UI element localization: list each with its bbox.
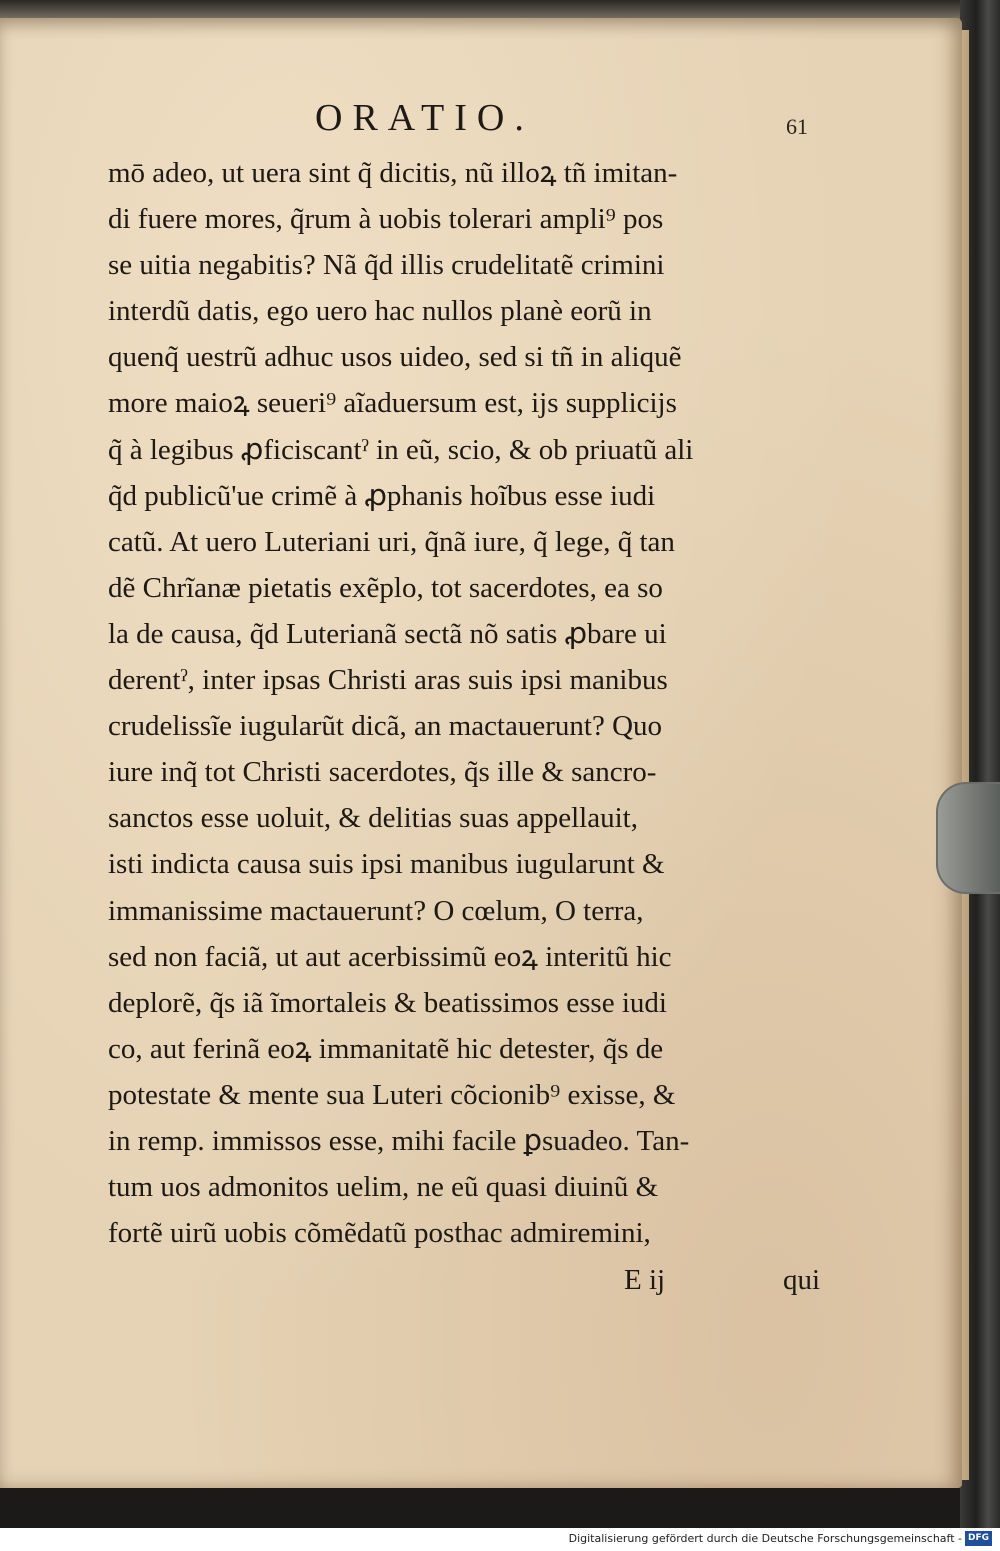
text-line: se uitia negabitis? Nã q̃d illis crudelitatẽ crimini — [108, 249, 665, 282]
text-line: in remp. immissos esse, mihi facile ꝑsuadeo. Tan- — [108, 1124, 690, 1157]
text-block — [108, 150, 828, 1256]
text-line: more maioꝝ seueri⁹ aĩaduersum est, ijs supplicijs — [108, 387, 677, 420]
text-line: potestate & mente sua Luteri cõcionib⁹ exisse, & — [108, 1078, 676, 1111]
page-clip — [936, 782, 1000, 894]
text-line: isti indicta causa suis ipsi manibus iugularunt & — [108, 848, 665, 881]
footer-bar — [0, 1528, 1000, 1551]
signature-mark: E ij — [624, 1264, 666, 1296]
text-line: mō adeo, ut uera sint q̃ dicitis, nũ illoꝝ tñ imitan- — [108, 157, 678, 189]
text-line: co, aut ferinã eoꝝ immanitatẽ hic detester, q̃s de — [108, 1032, 664, 1065]
text-line: sanctos esse uoluit, & delitias suas appellauit, — [108, 802, 638, 835]
text-line: q̃d publicũ'ue crimẽ à ꝓphanis hoĩbus esse iudi — [108, 479, 656, 512]
text-line: q̃ à legibus ꝓficiscantˀ in eũ, scio, & ob priuatũ ali — [108, 433, 694, 466]
folio-number: 61 — [786, 114, 808, 139]
text-line: deplorẽ, q̃s iã ĩmortaleis & beatissimos esse iudi — [108, 986, 667, 1019]
text-line: interdũ datis, ego uero hac nullos planè eorũ in — [108, 295, 652, 328]
text-line: catũ. At uero Luteriani uri, q̃nã iure, q̃ lege, q̃ tan — [108, 525, 675, 558]
catchword: qui — [782, 1264, 820, 1296]
text-line: iure inq̃ tot Christi sacerdotes, q̃s ille & sancro- — [108, 756, 657, 789]
text-line: immanissime mactauerunt? O cœlum, O terra, — [108, 894, 644, 927]
text-line: derentˀ, inter ipsas Christi aras suis ipsi manibus — [108, 664, 668, 697]
text-line: crudelissĩe iugularũt dicã, an mactauerunt? Quo — [108, 710, 663, 743]
text-line: tum uos admonitos uelim, ne eũ quasi diuinũ & — [108, 1171, 659, 1204]
text-line: sed non faciã, ut aut acerbissimũ eoꝝ interitũ hic — [108, 940, 672, 973]
text-line: fortẽ uirũ uobis cõmẽdatũ posthac admiremini, — [108, 1217, 651, 1250]
text-line: di fuere mores, q̃rum à uobis tolerari ampli⁹ pos — [108, 203, 664, 236]
text-line: dẽ Chrĩanæ pietatis exẽplo, tot sacerdotes, ea so — [108, 571, 663, 604]
running-head: ORATIO. — [315, 97, 534, 139]
text-line: quenq̃ uestrũ adhuc usos uideo, sed si tñ in aliquẽ — [108, 341, 682, 374]
text-line: la de causa, q̃d Luterianã sectã nõ satis ꝓbare ui — [108, 617, 667, 650]
dfg-logo-icon: DFG — [965, 1531, 992, 1546]
footer-credit: Digitalisierung gefördert durch die Deutsche Forschungsgemeinschaft - — [568, 1532, 962, 1545]
